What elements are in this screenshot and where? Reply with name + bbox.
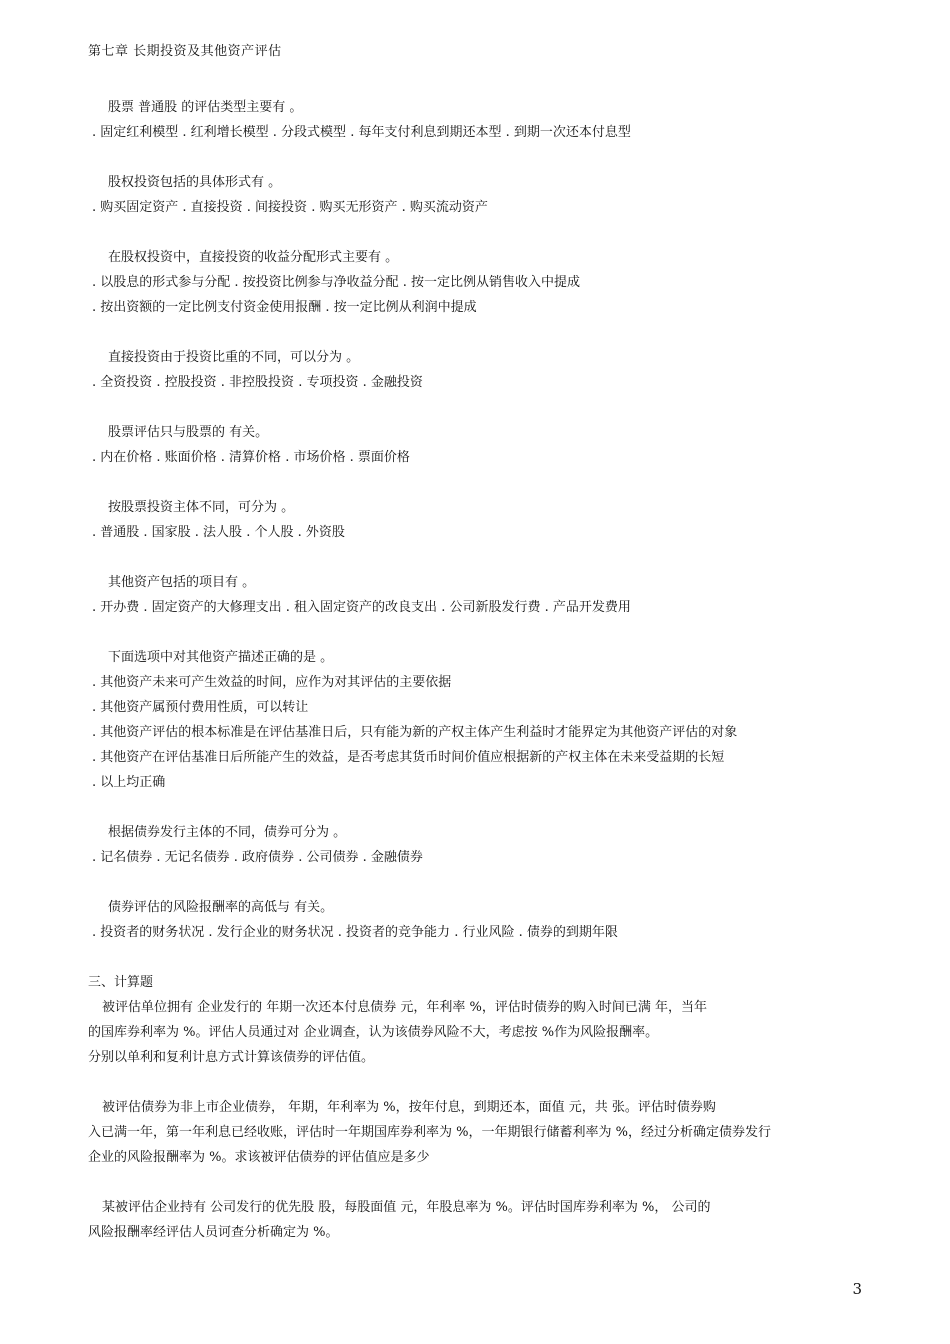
- problem-line: 分别以单利和复利计息方式计算该债券的评估值。: [88, 1050, 375, 1065]
- question-options: . 内在价格 . 账面价格 . 清算价格 . 市场价格 . 票面价格: [92, 450, 410, 465]
- question-stem: 在股权投资中，直接投资的收益分配形式主要有 。: [108, 250, 399, 265]
- question-stem: 按股票投资主体不同，可分为 。: [108, 500, 295, 515]
- problem-line: 风险报酬率经评估人员诃查分析确定为 %。: [88, 1225, 339, 1240]
- calc-problem-1: [88, 995, 868, 1070]
- question-stem: 股票 普通股 的评估类型主要有 。: [108, 100, 303, 115]
- question-stem: 债券评估的风险报酬率的高低与 有关。: [108, 900, 334, 915]
- page-number: 3: [852, 1280, 862, 1298]
- question-options: . 购买固定资产 . 直接投资 . 间接投资 . 购买无形资产 . 购买流动资产: [92, 200, 488, 215]
- question-options: . 其他资产在评估基准日后所能产生的效益，是否考虑其货币时间价值应根据新的产权主体在未来受益期的长短: [92, 750, 725, 765]
- question-stem: 其他资产包括的项目有 。: [108, 575, 256, 590]
- calc-problem-3: [88, 1195, 868, 1245]
- section-title: 三、计算题: [88, 975, 154, 990]
- question-options: . 投资者的财务状况 . 发行企业的财务状况 . 投资者的竞争能力 . 行业风险 . 债券的到期年限: [92, 925, 618, 940]
- question-options: . 记名债券 . 无记名债券 . 政府债券 . 公司债券 . 金融债券: [92, 850, 423, 865]
- question-options: . 全资投资 . 控股投资 . 非控股投资 . 专项投资 . 金融投资: [92, 375, 423, 390]
- question-options: . 固定红利模型 . 红利增长模型 . 分段式模型 . 每年支付利息到期还本型 . 到期一次还本付息型: [92, 125, 631, 140]
- question-options: . 其他资产未来可产生效益的时间，应作为对其评估的主要依据: [92, 675, 452, 690]
- problem-line: 被评估债券为非上市企业债券， 年期，年利率为 %，按年付息，到期还本，面值 元，共 张。评估时债券购: [102, 1100, 716, 1115]
- question-options: . 按出资额的一定比例支付资金使用报酬 . 按一定比例从利润中提成: [92, 300, 477, 315]
- calc-problem-2: [88, 1095, 868, 1170]
- question-stem: 股权投资包括的具体形式有 。: [108, 175, 282, 190]
- problem-line: 企业的风险报酬率为 %。求该被评估债券的评估值应是多少: [88, 1150, 430, 1165]
- question-stem: 直接投资由于投资比重的不同，可以分为 。: [108, 350, 360, 365]
- page-content: [88, 95, 868, 1245]
- question-options: . 以上均正确: [92, 775, 166, 790]
- problem-line: 的国库券利率为 %。评估人员通过对 企业调查，认为该债券风险不大，考虑按 %作为风险报酬率。: [88, 1025, 659, 1040]
- question-stem: 根据债券发行主体的不同，债券可分为 。: [108, 825, 347, 840]
- problem-line: 被评估单位拥有 企业发行的 年期一次还本付息债券 元，年利率 %，评估时债券的购入时间已满 年，当年: [102, 1000, 708, 1015]
- question-options: . 其他资产评估的根本标准是在评估基准日后，只有能为新的产权主体产生利益时才能界定为其他资产评估的对象: [92, 725, 738, 740]
- question-options: . 以股息的形式参与分配 . 按投资比例参与净收益分配 . 按一定比例从销售收入中提成: [92, 275, 581, 290]
- question-options: . 开办费 . 固定资产的大修理支出 . 租入固定资产的改良支出 . 公司新股发行费 . 产品开发费用: [92, 600, 631, 615]
- problem-line: 入已满一年，第一年利息已经收账，评估时一年期国库券利率为 %，一年期银行储蓄利率为 %，经过分析确定债券发行: [88, 1125, 771, 1140]
- problem-line: 某被评估企业持有 公司发行的优先股 股，每股面值 元，年股息率为 %。评估时国库券利率为 %， 公司的: [102, 1200, 711, 1215]
- question-stem: 下面选项中对其他资产描述正确的是 。: [108, 650, 334, 665]
- question-options: . 普通股 . 国家股 . 法人股 . 个人股 . 外资股: [92, 525, 345, 540]
- chapter-header: 第七章 长期投资及其他资产评估: [88, 44, 282, 59]
- question-stem: 股票评估只与股票的 有关。: [108, 425, 269, 440]
- question-options: . 其他资产属预付费用性质，可以转让: [92, 700, 309, 715]
